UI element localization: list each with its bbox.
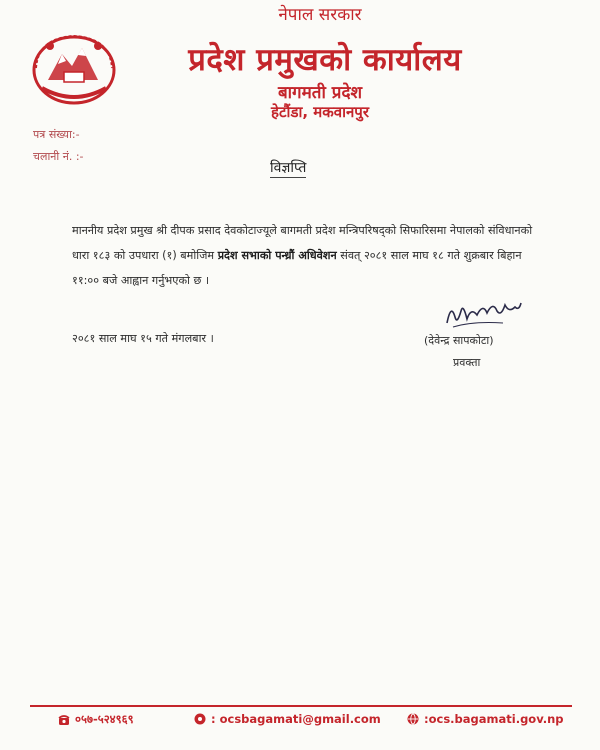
government-heading: नेपाल सरकार <box>278 5 362 25</box>
body-text-part1: माननीय प्रदेश प्रमुख श्री दीपक प्रसाद देवकोटाज्यूले बागमती प्रदेश मन्त्रिपरिषद्को सिफारिसमा नेपालको संविधानको धारा १८३ को उपधारा (१) बमोजिम <box>72 224 533 262</box>
province-name: बागमती प्रदेश <box>277 83 363 103</box>
letter-number-label: पत्र संख्या:- <box>33 128 80 141</box>
email-icon <box>194 713 206 725</box>
footer-email <box>194 712 381 726</box>
notice-body <box>72 218 540 293</box>
handwritten-signature <box>443 293 523 333</box>
notice-date: २०८१ साल माघ १५ गते मंगलबार । <box>72 332 214 345</box>
footer-website <box>407 712 564 726</box>
body-text-part2: संवत् २०८१ साल माघ १८ गते शुक्रबार बिहान ११:०० बजे आह्वान गर्नुभएको छ । <box>72 249 522 287</box>
signer-name: (देवेन्द्र सापकोटा) <box>424 334 494 347</box>
notice-title: विज्ञप्ति <box>270 160 307 176</box>
dispatch-number-label: चलानी नं. :- <box>33 150 84 163</box>
office-location: हेटौंडा, मकवानपुर <box>271 103 369 121</box>
website-url: :ocs.bagamati.gov.np <box>424 712 564 726</box>
email-address: : ocsbagamati@gmail.com <box>211 712 381 726</box>
office-title: प्रदेश प्रमुखको कार्यालय <box>188 42 462 78</box>
telephone-icon <box>58 714 70 726</box>
body-text-bold: प्रदेश सभाको पन्ध्रौं अधिवेशन <box>217 249 337 262</box>
signer-title: प्रवक्ता <box>453 356 481 369</box>
footer-phone <box>58 712 134 727</box>
nepal-emblem-icon <box>28 28 120 106</box>
phone-number: ०५७-५२४९६९ <box>75 712 134 726</box>
globe-icon <box>407 713 419 725</box>
footer-divider <box>30 705 572 707</box>
